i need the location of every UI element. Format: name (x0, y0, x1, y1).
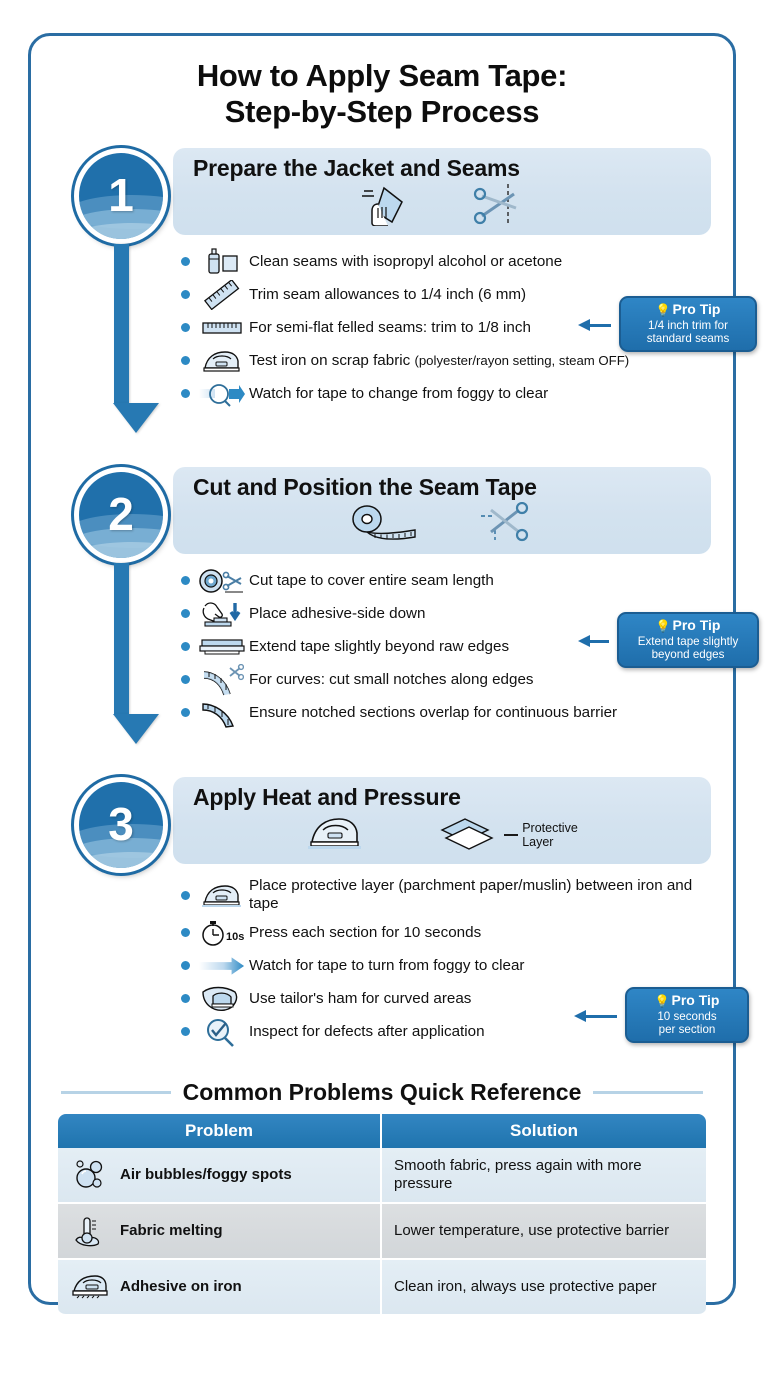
bullet-dot-icon (181, 928, 190, 937)
pro-tip-arrow-icon (585, 1015, 617, 1018)
air-bubbles-icon (70, 1157, 110, 1193)
list-item (181, 949, 711, 982)
tailors-ham-iron-icon (199, 984, 245, 1014)
hand-place-down-icon (199, 599, 245, 629)
step-1-body (173, 148, 711, 410)
table-header-row (58, 1114, 706, 1148)
list-item-label: Place protective layer (parchment paper/muslin) between iron and tape (249, 877, 693, 913)
solution-cell: Smooth fabric, press again with more pressure (382, 1148, 706, 1204)
column-header-problem: Problem (58, 1114, 382, 1148)
scissors-trim-icon (470, 182, 528, 231)
pro-tip-heading: 💡 Pro Tip (654, 991, 720, 1008)
step-1-badge-column (69, 148, 173, 244)
step-1-title: Prepare the Jacket and Seams (193, 154, 520, 181)
iron-icon (199, 880, 245, 910)
step-1 (31, 148, 733, 445)
protective-layer-sheets-icon (438, 814, 500, 856)
decorative-line-left (61, 1091, 171, 1094)
pro-tip-arrow-icon (589, 640, 609, 643)
list-item (181, 564, 711, 597)
table-row (58, 1204, 706, 1260)
table-row (58, 1148, 706, 1204)
pro-tip-heading: 💡 Pro Tip (655, 616, 721, 633)
bullet-dot-icon (181, 675, 190, 684)
curved-notch-scissors-icon (199, 665, 245, 695)
gradient-arrow-icon (199, 951, 245, 981)
diagonal-ruler-icon (199, 280, 245, 310)
pro-tip-body: Extend tape slightly beyond edges (637, 634, 739, 661)
problem-cell (58, 1260, 382, 1316)
tape-roll-scissors-icon (199, 566, 245, 596)
problem-cell (58, 1204, 382, 1260)
bullet-dot-icon (181, 323, 190, 332)
problem-label: Fabric melting (120, 1221, 223, 1239)
tape-measure-roll-icon (349, 503, 421, 548)
list-item-label: Cut tape to cover entire seam length (249, 571, 494, 589)
step-2 (31, 467, 739, 755)
bullet-dot-icon (181, 961, 190, 970)
step-3-badge-column (69, 777, 173, 873)
lightbulb-icon: 💡 (655, 618, 671, 633)
list-item-label: Ensure notched sections overlap for continuous barrier (249, 703, 618, 721)
iron-icon (70, 1269, 110, 1305)
table-row (58, 1260, 706, 1316)
decorative-line-right (593, 1091, 703, 1094)
step-2-number: 2 (108, 487, 134, 540)
iron-icon (306, 812, 368, 859)
quick-reference-heading-row (61, 1079, 703, 1106)
list-item (181, 663, 711, 696)
title-line-1: How to Apply Seam Tape: (196, 58, 568, 93)
scissors-cut-icon (477, 502, 535, 549)
stopwatch-10s-icon (199, 918, 245, 948)
step-2-title: Cut and Position the Seam Tape (193, 473, 537, 500)
step-3-pro-tip (625, 987, 749, 1043)
bullet-dot-icon (181, 708, 190, 717)
list-item-label: Use tailor's ham for curved areas (249, 989, 472, 1007)
step-1-number-badge (74, 148, 168, 244)
list-item-label: Test iron on scrap fabric (polyester/rayon setting, steam OFF) (249, 351, 630, 369)
bullet-dot-icon (181, 1027, 190, 1036)
bullet-dot-icon (181, 891, 190, 900)
lightbulb-icon: 💡 (654, 993, 670, 1008)
step-3-number: 3 (108, 797, 134, 850)
step-2-body (173, 467, 711, 729)
list-item-label: Place adhesive-side down (249, 604, 426, 622)
step-1-number: 1 (108, 168, 134, 221)
pro-tip-body: 10 seconds per section (657, 1009, 717, 1036)
solution-cell: Lower temperature, use protective barrier (382, 1204, 706, 1260)
list-item-label: For curves: cut small notches along edges (249, 670, 534, 688)
solution-cell: Clean iron, always use protective paper (382, 1260, 706, 1316)
pro-tip-arrow-icon (589, 324, 611, 327)
list-item (181, 245, 711, 278)
list-item (181, 916, 711, 949)
problem-label: Adhesive on iron (120, 1277, 242, 1295)
list-item-label: For semi-flat felled seams: trim to 1/8 inch (249, 318, 531, 336)
lightbulb-icon: 💡 (655, 302, 671, 317)
step-3 (31, 777, 733, 1065)
step-2-badge-column (69, 467, 173, 563)
bottle-and-cloth-icon (199, 247, 245, 277)
column-header-solution: Solution (382, 1114, 706, 1148)
list-item-label: Clean seams with isopropyl alcohol or acetone (249, 252, 563, 270)
step-2-arrow-connector (113, 563, 129, 744)
bullet-dot-icon (181, 290, 190, 299)
bullet-dot-icon (181, 576, 190, 585)
step-2-number-badge (74, 467, 168, 563)
list-item (181, 874, 711, 916)
tape-strip-icon (199, 632, 245, 662)
step-2-pro-tip (617, 612, 759, 668)
list-item-label: Watch for tape to change from foggy to clear (249, 384, 549, 402)
leader-line-icon (504, 834, 518, 836)
step-3-header-band (173, 777, 711, 864)
iron-icon (199, 346, 245, 376)
bullet-dot-icon (181, 257, 190, 266)
thermometer-melt-icon (70, 1213, 110, 1249)
title-line-2: Step-by-Step Process (224, 93, 540, 129)
bullet-dot-icon (181, 389, 190, 398)
magnifier-check-icon (199, 1017, 245, 1047)
step-1-header-icons (187, 183, 697, 229)
quick-reference-table (58, 1114, 706, 1316)
step-1-pro-tip (619, 296, 757, 352)
problem-cell (58, 1148, 382, 1204)
list-item-label: Press each section for 10 seconds (249, 923, 482, 941)
list-item-label: Watch for tape to turn from foggy to clear (249, 956, 525, 974)
list-item-label: Inspect for defects after application (249, 1022, 485, 1040)
quick-reference-title: Common Problems Quick Reference (182, 1078, 582, 1105)
svg-text:10s: 10s (226, 930, 245, 943)
step-1-arrow-connector (113, 244, 129, 433)
bullet-dot-icon (181, 994, 190, 1003)
list-item-label: Extend tape slightly beyond raw edges (249, 637, 510, 655)
list-item (181, 696, 711, 729)
step-3-title: Apply Heat and Pressure (193, 783, 461, 810)
page-title (31, 36, 733, 130)
bullet-dot-icon (181, 356, 190, 365)
curved-tape-icon (199, 698, 245, 728)
bullet-dot-icon (181, 642, 190, 651)
wiping-cloth-icon (356, 182, 414, 231)
magnifier-arrow-icon (199, 379, 245, 409)
list-item (181, 377, 711, 410)
pro-tip-heading: 💡 Pro Tip (655, 300, 721, 317)
infographic-frame (28, 33, 739, 1305)
problem-label: Air bubbles/foggy spots (120, 1165, 292, 1183)
flat-ruler-icon (199, 313, 245, 343)
list-item-label: Trim seam allowances to 1/4 inch (6 mm) (249, 285, 527, 303)
step-1-header-band (173, 148, 711, 235)
step-3-header-icons (187, 812, 697, 858)
bullet-dot-icon (181, 609, 190, 618)
step-2-header-band (173, 467, 711, 554)
step-3-number-badge (74, 777, 168, 873)
step-2-header-icons (187, 502, 697, 548)
protective-layer-group (438, 814, 578, 856)
quick-reference-section (31, 1079, 733, 1316)
pro-tip-body: 1/4 inch trim for standard seams (646, 318, 730, 345)
protective-layer-label: Protective Layer (522, 821, 578, 850)
